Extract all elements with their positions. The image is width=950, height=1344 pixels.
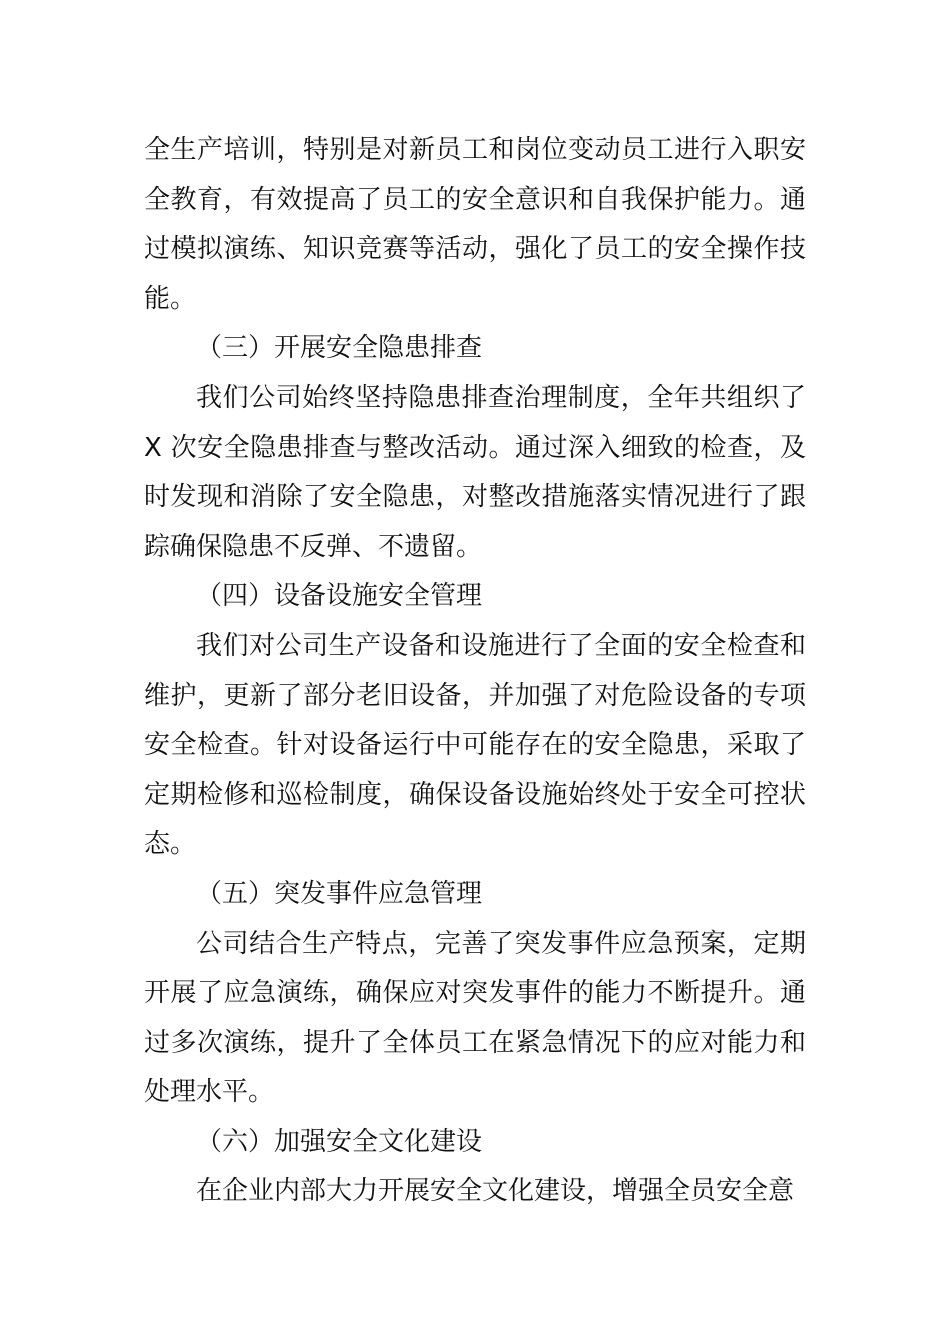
section-heading-equipment-safety: （四）设备设施安全管理 [196, 581, 483, 612]
section-heading-emergency-management: （五）突发事件应急管理 [196, 878, 483, 909]
section-heading-safety-culture: （六）加强安全文化建设 [196, 1126, 483, 1157]
document-body [144, 126, 806, 1217]
paragraph-hazard-inspection: 我们公司始终坚持隐患排查治理制度，全年共组织了 X 次安全隐患排查与整改活动。通过深入细致的检查，及时发现和消除了安全隐患，对整改措施落实情况进行了跟踪确保隐患不反弹、不遗留。 [144, 382, 806, 562]
paragraph-safety-culture: 在企业内部大力开展安全文化建设，增强全员安全意 [196, 1176, 795, 1207]
paragraph-equipment-safety: 我们对公司生产设备和设施进行了全面的安全检查和维护，更新了部分老旧设备，并加强了对危险设备的专项安全检查。针对设备运行中可能存在的安全隐患，采取了定期检修和巡检制度，确保设备设施始终处于安全可控状态。 [144, 630, 806, 860]
section-heading-hazard-inspection: （三）开展安全隐患排查 [196, 333, 483, 364]
paragraph-training-continuation: 全生产培训，特别是对新员工和岗位变动员工进行入职安全教育，有效提高了员工的安全意识和自我保护能力。通过模拟演练、知识竞赛等活动，强化了员工的安全操作技能。 [144, 135, 806, 314]
paragraph-emergency-management: 公司结合生产特点，完善了突发事件应急预案，定期开展了应急演练，确保应对突发事件的能力不断提升。通过多次演练，提升了全体员工在紧急情况下的应对能力和处理水平。 [144, 928, 806, 1108]
